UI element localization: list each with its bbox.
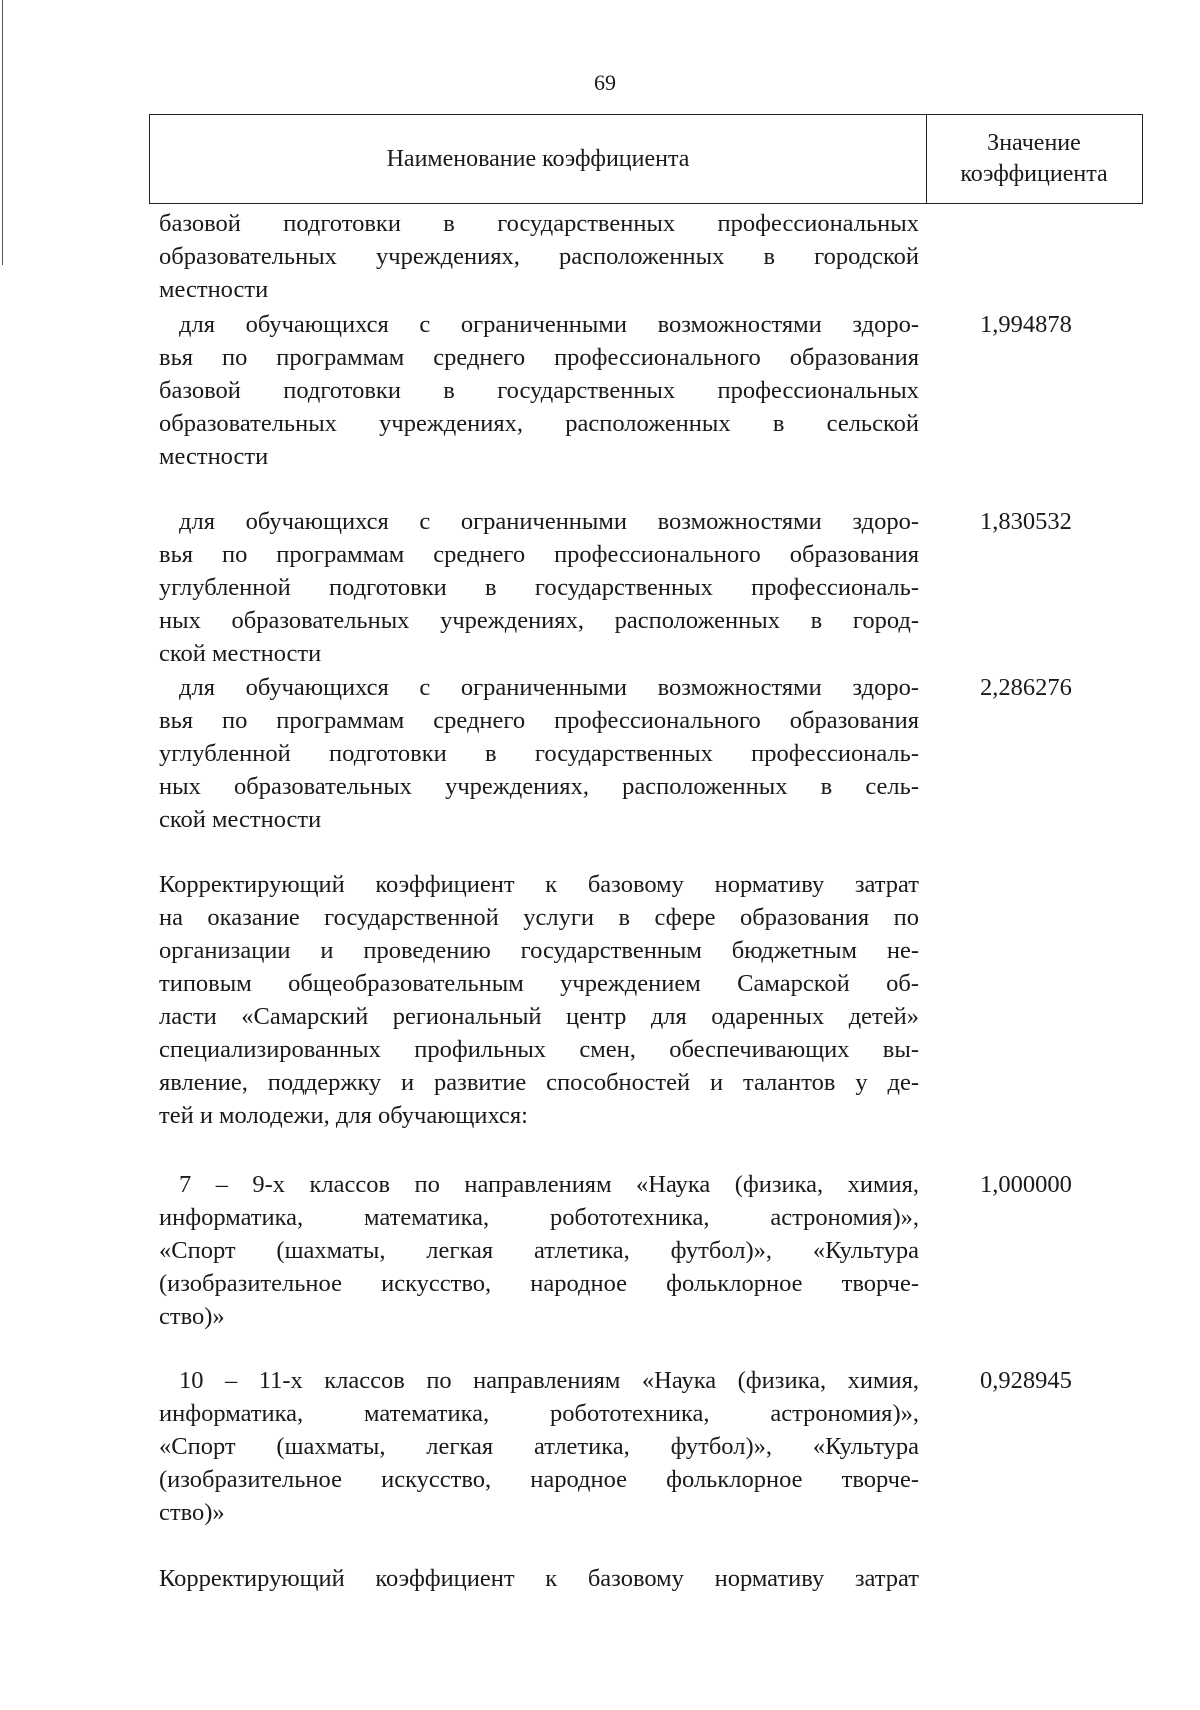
text-line: для обучающихся с ограниченными возможностями здоро- [179, 311, 919, 338]
text-line: ных образовательных учреждениях, расположенных в город- [159, 607, 919, 634]
text-line: вья по программам среднего профессионального образования [159, 707, 919, 734]
text-line: «Спорт (шахматы, легкая атлетика, футбол)», «Культура [159, 1433, 919, 1460]
coefficient-value: 1,000000 [980, 1171, 1072, 1198]
text-line: образовательных учреждениях, расположенных в сельской [159, 410, 919, 437]
coefficient-name-grades-7-9 [159, 1168, 919, 1333]
text-line: тей и молодежи, для обучающихся: [159, 1102, 528, 1129]
text-line: (изобразительное искусство, народное фольклорное творче- [159, 1466, 919, 1493]
text-line: ство)» [159, 1303, 225, 1330]
column-header-value-line1: Значение [987, 130, 1081, 156]
text-line: информатика, математика, робототехника, астрономия)», [159, 1204, 919, 1231]
text-line: ласти «Самарский региональный центр для одаренных детей» [159, 1003, 919, 1030]
text-line: Корректирующий коэффициент к базовому нормативу затрат [159, 1565, 919, 1592]
coefficient-name-continued [159, 207, 919, 306]
coefficient-name-rural-basic [159, 308, 919, 473]
text-line: местности [159, 276, 269, 303]
text-line: 10 – 11-х классов по направлениям «Наука (физика, химия, [179, 1367, 919, 1394]
text-line: «Спорт (шахматы, легкая атлетика, футбол)», «Культура [159, 1237, 919, 1264]
coefficient-value: 1,994878 [980, 311, 1072, 338]
coefficient-value: 1,830532 [980, 508, 1072, 535]
column-header-value [926, 115, 1142, 203]
text-line: информатика, математика, робототехника, астрономия)», [159, 1400, 919, 1427]
text-line: Корректирующий коэффициент к базовому нормативу затрат [159, 871, 919, 898]
page-number: 69 [594, 70, 616, 95]
text-line: ство)» [159, 1499, 225, 1526]
coefficient-value: 2,286276 [980, 674, 1072, 701]
text-line: базовой подготовки в государственных профессиональных [159, 377, 919, 404]
table-header [149, 114, 1143, 204]
text-line: ской местности [159, 640, 322, 667]
text-line: местности [159, 443, 269, 470]
corrective-coefficient-heading-next [159, 1562, 919, 1595]
scan-edge-line [2, 0, 3, 265]
text-line: типовым общеобразовательным учреждением Самарской об- [159, 970, 919, 997]
text-line: ской местности [159, 806, 322, 833]
text-line: вья по программам среднего профессионального образования [159, 344, 919, 371]
coefficient-name-rural-advanced [159, 671, 919, 836]
text-line: 7 – 9-х классов по направлениям «Наука (физика, химия, [179, 1171, 919, 1198]
text-line: для обучающихся с ограниченными возможностями здоро- [179, 508, 919, 535]
text-line: специализированных профильных смен, обеспечивающих вы- [159, 1036, 919, 1063]
text-line: организации и проведению государственным бюджетным не- [159, 937, 919, 964]
coefficient-name-grades-10-11 [159, 1364, 919, 1529]
text-line: ных образовательных учреждениях, расположенных в сель- [159, 773, 919, 800]
text-line: базовой подготовки в государственных профессиональных [159, 210, 919, 237]
text-line: образовательных учреждениях, расположенных в городской [159, 243, 919, 270]
text-line: углубленной подготовки в государственных профессиональ- [159, 740, 919, 767]
text-line: явление, поддержку и развитие способностей и талантов у де- [159, 1069, 919, 1096]
text-line: вья по программам среднего профессионального образования [159, 541, 919, 568]
coefficient-name-urban-advanced [159, 505, 919, 670]
text-line: на оказание государственной услуги в сфере образования по [159, 904, 919, 931]
column-header-value-line2: коэффициента [960, 161, 1108, 187]
text-line: углубленной подготовки в государственных профессиональ- [159, 574, 919, 601]
coefficient-value: 0,928945 [980, 1367, 1072, 1394]
column-header-name: Наименование коэффициента [386, 145, 690, 172]
corrective-coefficient-heading [159, 868, 919, 1132]
text-line: для обучающихся с ограниченными возможностями здоро- [179, 674, 919, 701]
text-line: (изобразительное искусство, народное фольклорное творче- [159, 1270, 919, 1297]
